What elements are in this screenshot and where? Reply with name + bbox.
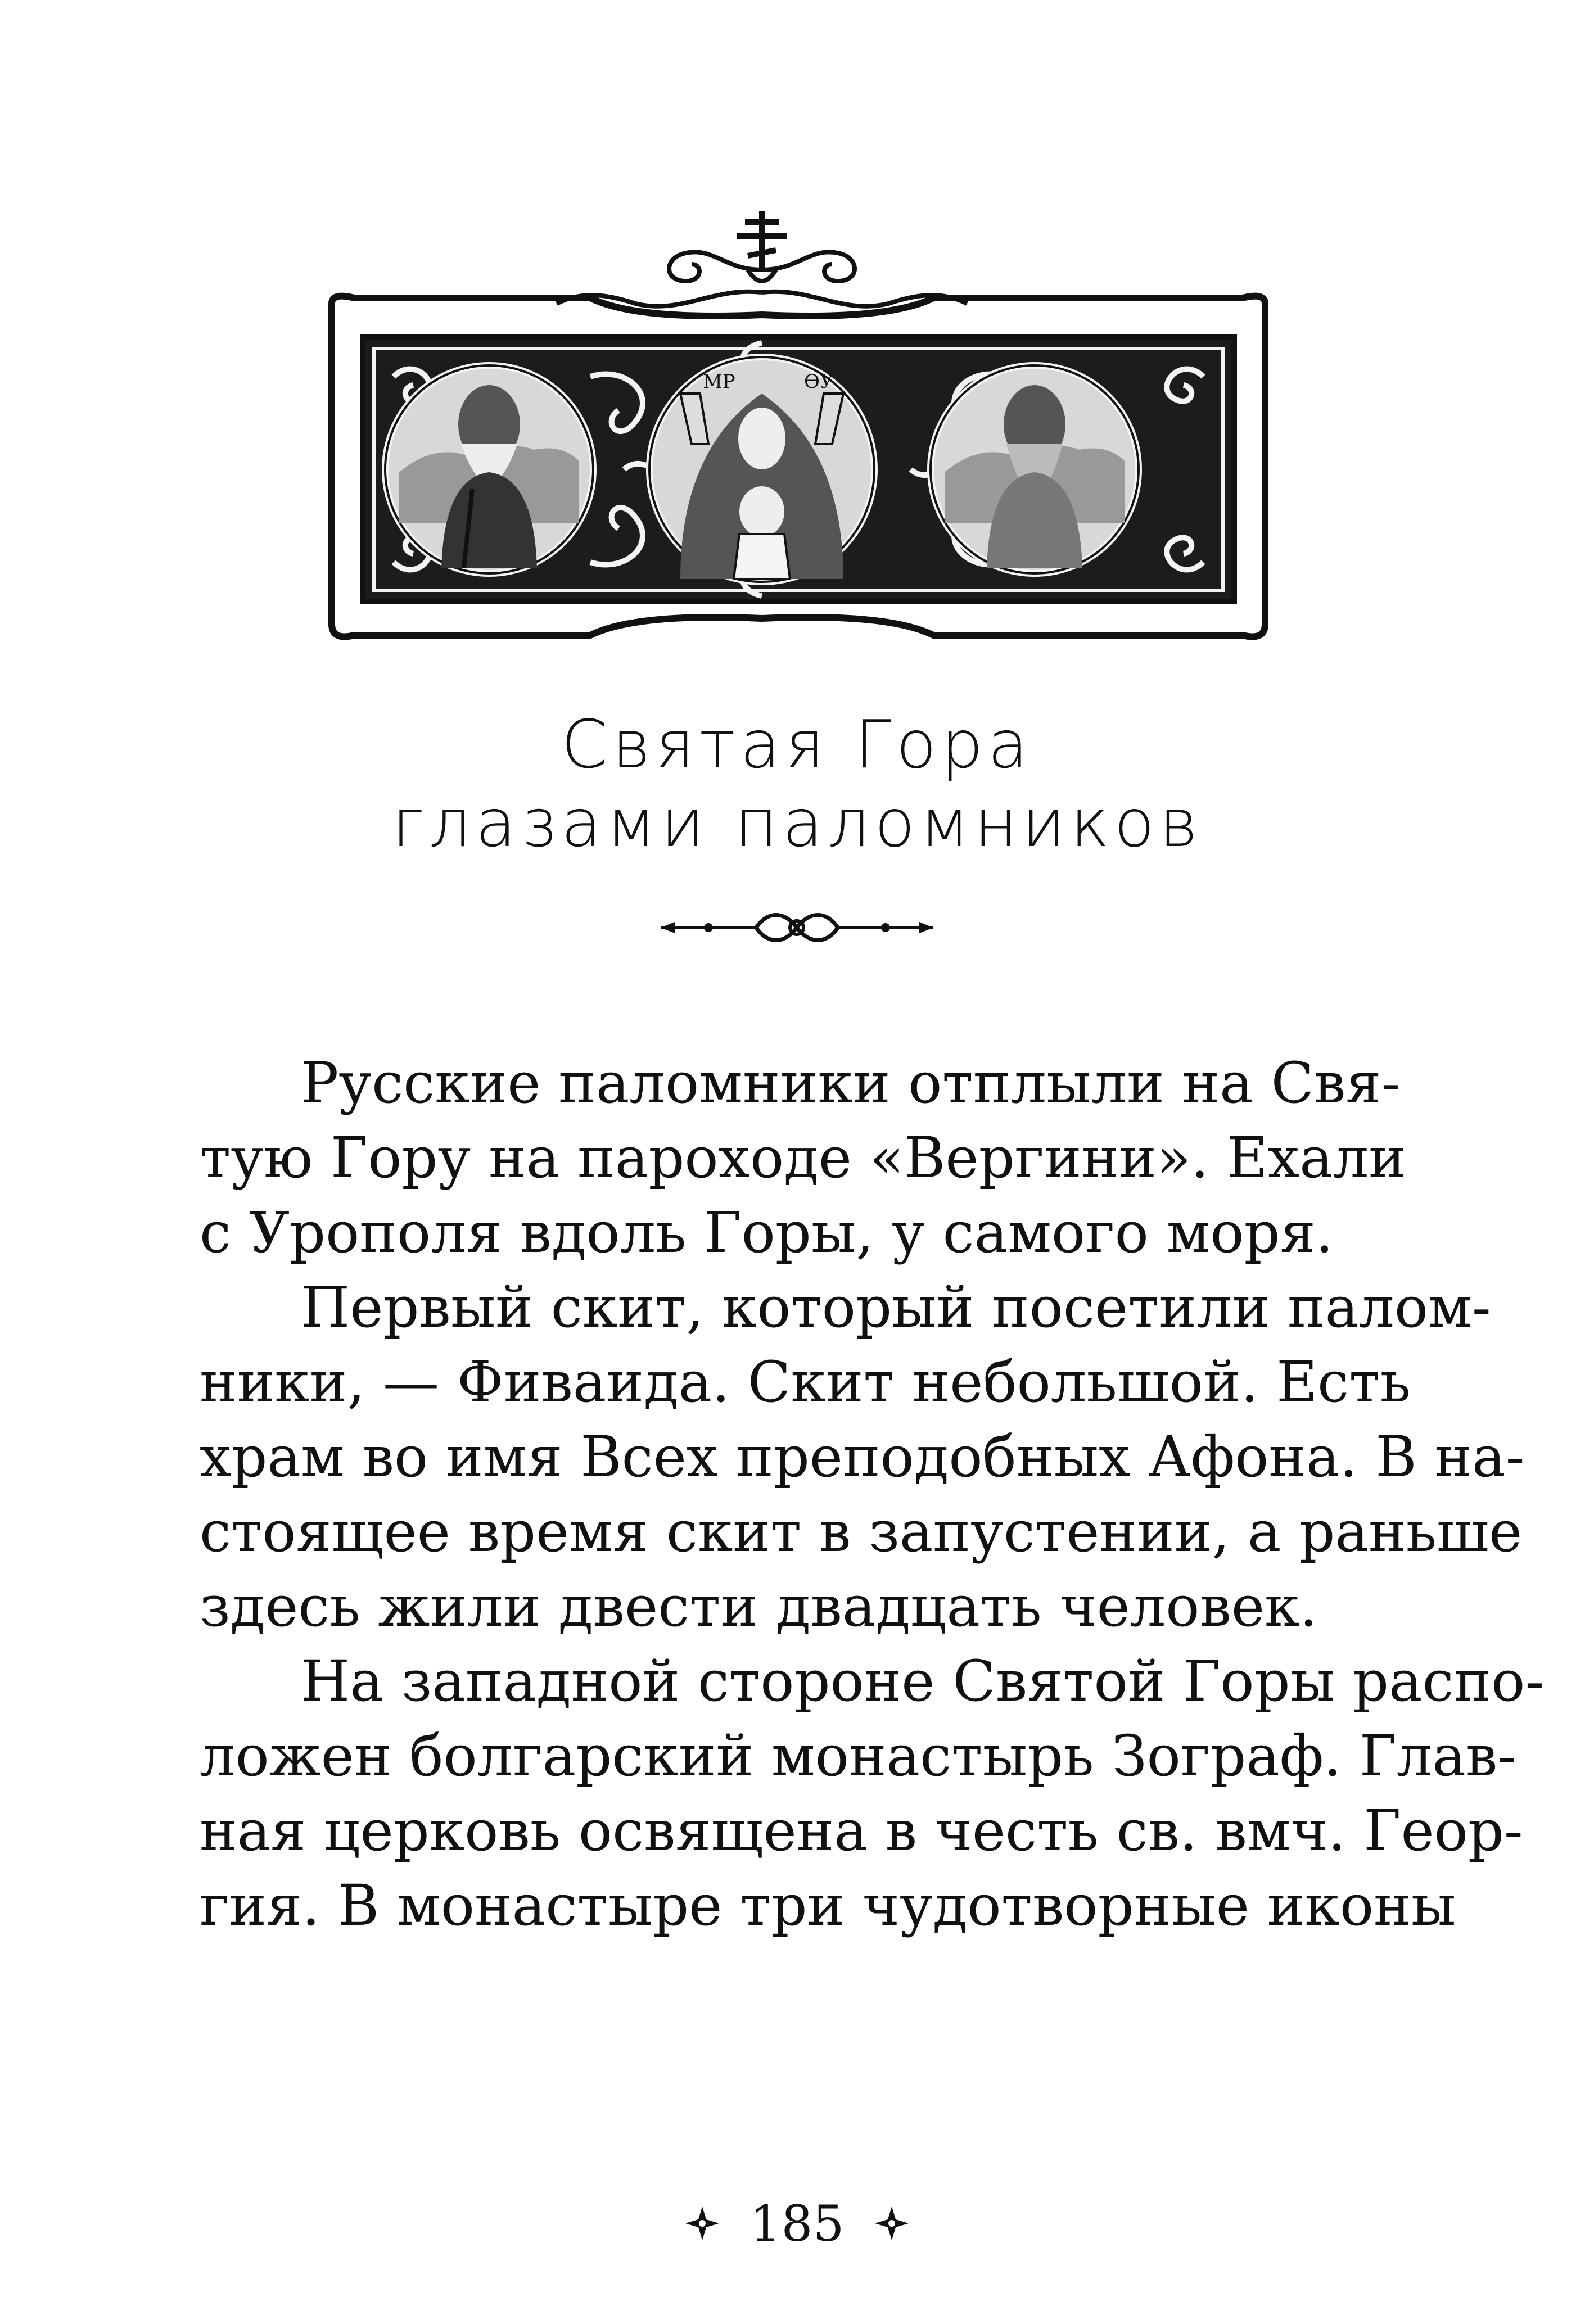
ornamental-headpiece: [320, 208, 1276, 658]
center-theotokos-medallion: [649, 357, 874, 582]
text-line: гия. В монастыре три чудотворные иконы: [200, 1873, 1456, 1938]
text-line: здесь жили двести двадцать человек.: [200, 1574, 1318, 1639]
page-footer: [0, 2192, 1594, 2254]
body-text: [200, 1046, 1545, 1943]
text-line: храм во имя Всех преподобных Афона. В на-: [200, 1424, 1525, 1490]
page-number: 185: [749, 2194, 845, 2253]
chapter-title-line1: Святая Гора: [561, 706, 1033, 783]
text-line: Первый скит, который посетили палом-: [301, 1274, 1491, 1340]
divider-flourish-icon: [655, 902, 939, 953]
left-saint-medallion: [385, 365, 593, 573]
text-line: ники, — Фиваида. Скит небольшой. Есть: [200, 1349, 1411, 1415]
chapter-title-line2: глазами паломников: [391, 784, 1203, 862]
orthodox-cross-icon: [737, 211, 787, 270]
text-line: стоящее время скит в запустении, а раньше: [200, 1499, 1523, 1565]
right-saint-medallion: [931, 365, 1139, 573]
cross-ornament-icon: [872, 2204, 911, 2243]
text-line: тую Гору на пароходе «Вергини». Ехали: [200, 1125, 1406, 1191]
inscription-right: ѲУ: [804, 370, 834, 393]
text-line: с Урополя вдоль Горы, у самого моря.: [200, 1200, 1334, 1265]
text-line: На западной стороне Святой Горы распо-: [301, 1648, 1545, 1714]
text-line: Русские паломники отплыли на Свя-: [301, 1050, 1401, 1116]
cross-ornament-icon: [683, 2204, 722, 2243]
ornamental-divider: [655, 902, 939, 953]
text-line: ложен болгарский монастырь Зограф. Глав-: [200, 1723, 1517, 1789]
text-line: ная церковь освящена в честь св. вмч. Геор-: [200, 1798, 1523, 1864]
inscription-left: МР: [703, 370, 735, 393]
